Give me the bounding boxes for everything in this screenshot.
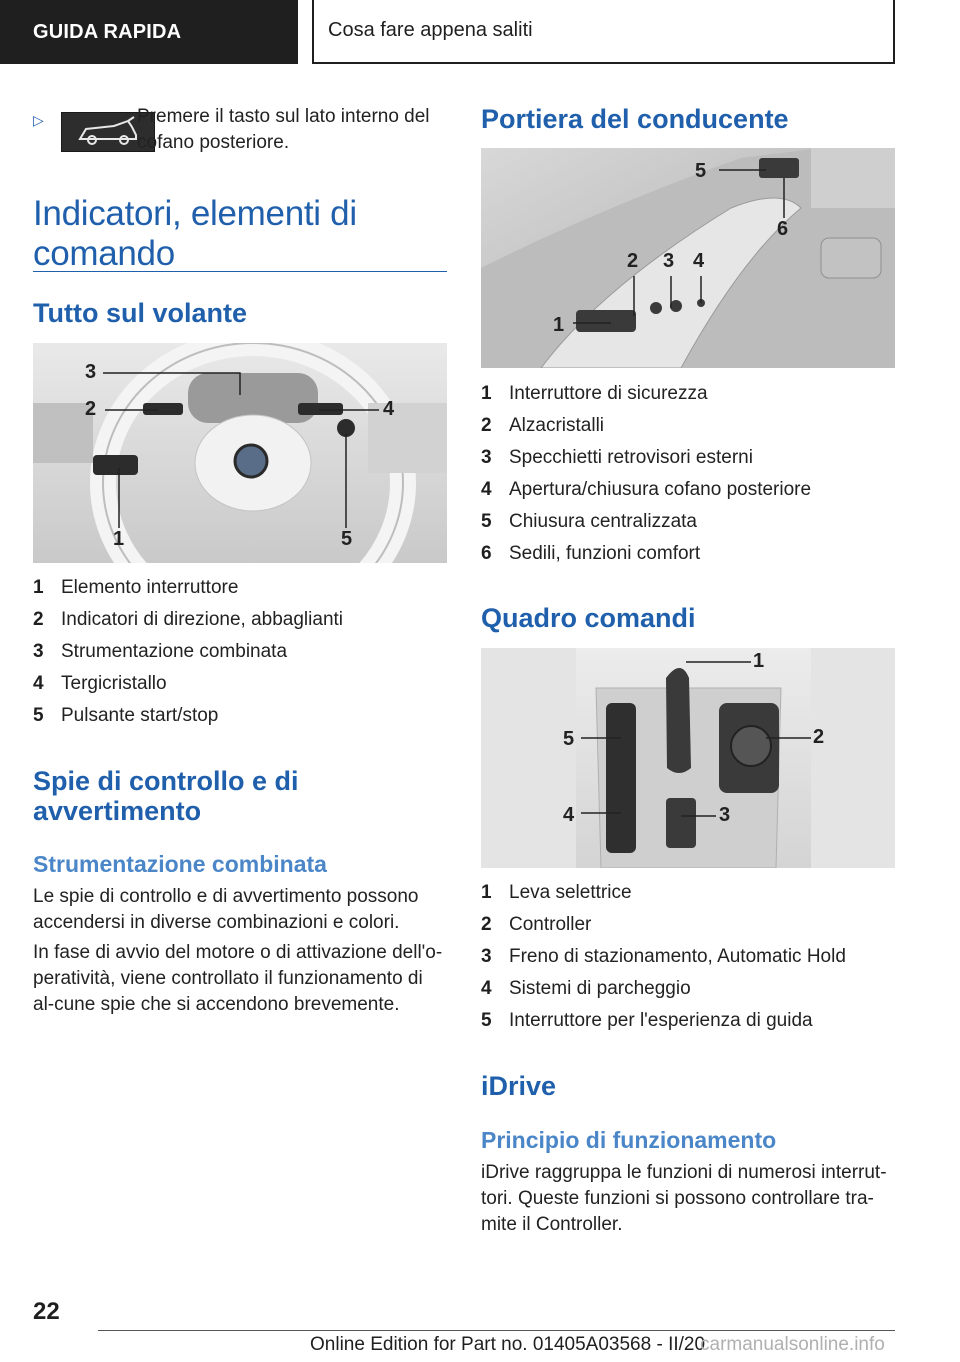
list-item: 1 Elemento interruttore bbox=[33, 577, 239, 598]
idrive-para: iDrive raggruppa le funzioni di numerosi interrut-tori. Queste funzioni si possono controllare tra-mite il Controller. bbox=[481, 1162, 887, 1235]
list-item: 1 Leva selettrice bbox=[481, 882, 632, 903]
watermark: carmanualsonline.info bbox=[700, 1334, 885, 1355]
steering-legend bbox=[33, 572, 447, 732]
console-legend bbox=[481, 877, 895, 1037]
chapter-title: Cosa fare appena saliti bbox=[312, 0, 895, 64]
list-item: 4 Apertura/chiusura cofano posteriore bbox=[481, 479, 812, 500]
page-number: 22 bbox=[33, 1298, 60, 1325]
center-console-photo bbox=[481, 648, 895, 868]
idrive-title: iDrive bbox=[481, 1071, 557, 1101]
callout-3: 3 bbox=[719, 804, 731, 826]
callout-2: 2 bbox=[627, 250, 639, 272]
callout-3: 3 bbox=[85, 361, 97, 383]
footer-rule bbox=[98, 1330, 895, 1331]
callout-5: 5 bbox=[695, 160, 707, 182]
warning-para-1: Le spie di controllo e di avvertimento possono accendersi in diverse combinazioni e colori. bbox=[33, 886, 419, 933]
tailgate-note bbox=[33, 104, 447, 154]
callout-4: 4 bbox=[693, 250, 705, 272]
list-item: 5 Interruttore per l'esperienza di guida bbox=[481, 1010, 813, 1031]
warning-para-2: In fase di avvio del motore o di attivazione dell'o-peratività, viene controllato il funzionamento di al-cune spie che si accendono brevemente. bbox=[33, 942, 443, 1015]
edition-text: Online Edition for Part no. 01405A03568 - II/20 bbox=[310, 1334, 706, 1355]
list-item: 2 Controller bbox=[481, 914, 592, 935]
console-title: Quadro comandi bbox=[481, 603, 696, 633]
list-item: 3 Freno di stazionamento, Automatic Hold bbox=[481, 946, 846, 967]
list-item: 1 Interruttore di sicurezza bbox=[481, 383, 708, 404]
door-title: Portiera del conducente bbox=[481, 104, 789, 134]
callout-5: 5 bbox=[563, 728, 575, 750]
triangle-marker: ▷ bbox=[33, 112, 44, 128]
section-tab: GUIDA RAPIDA bbox=[0, 0, 298, 64]
callout-1: 1 bbox=[553, 314, 565, 336]
callout-2: 2 bbox=[85, 398, 97, 420]
callout-4: 4 bbox=[383, 398, 395, 420]
callout-4: 4 bbox=[563, 804, 575, 826]
list-item: 3 Strumentazione combinata bbox=[33, 641, 288, 662]
list-item: 2 Indicatori di direzione, abbaglianti bbox=[33, 609, 344, 630]
steering-wheel-photo bbox=[33, 343, 447, 563]
list-item: 4 Sistemi di parcheggio bbox=[481, 978, 691, 999]
callout-6: 6 bbox=[777, 218, 789, 240]
callout-1: 1 bbox=[113, 528, 125, 550]
warning-title: Spie di controllo e di avvertimento bbox=[33, 766, 299, 826]
warning-subtitle: Strumentazione combinata bbox=[33, 851, 327, 877]
callout-3: 3 bbox=[663, 250, 675, 272]
list-item: 5 Pulsante start/stop bbox=[33, 705, 219, 726]
list-item: 6 Sedili, funzioni comfort bbox=[481, 543, 701, 564]
list-item: 4 Tergicristallo bbox=[33, 673, 167, 694]
list-item: 3 Specchietti retrovisori esterni bbox=[481, 447, 753, 468]
page-heading: Indicatori, elementi di comando bbox=[33, 194, 357, 273]
door-panel-photo bbox=[481, 148, 895, 368]
callout-2: 2 bbox=[813, 726, 825, 748]
heading-rule bbox=[33, 271, 447, 272]
idrive-subtitle: Principio di funzionamento bbox=[481, 1127, 777, 1153]
note-text: Premere il tasto sul lato interno del cofano posteriore. bbox=[137, 106, 430, 153]
list-item: 2 Alzacristalli bbox=[481, 415, 605, 436]
callout-5: 5 bbox=[341, 528, 353, 550]
door-legend bbox=[481, 378, 895, 570]
list-item: 5 Chiusura centralizzata bbox=[481, 511, 697, 532]
callout-1: 1 bbox=[753, 650, 765, 672]
steering-title: Tutto sul volante bbox=[33, 298, 247, 328]
